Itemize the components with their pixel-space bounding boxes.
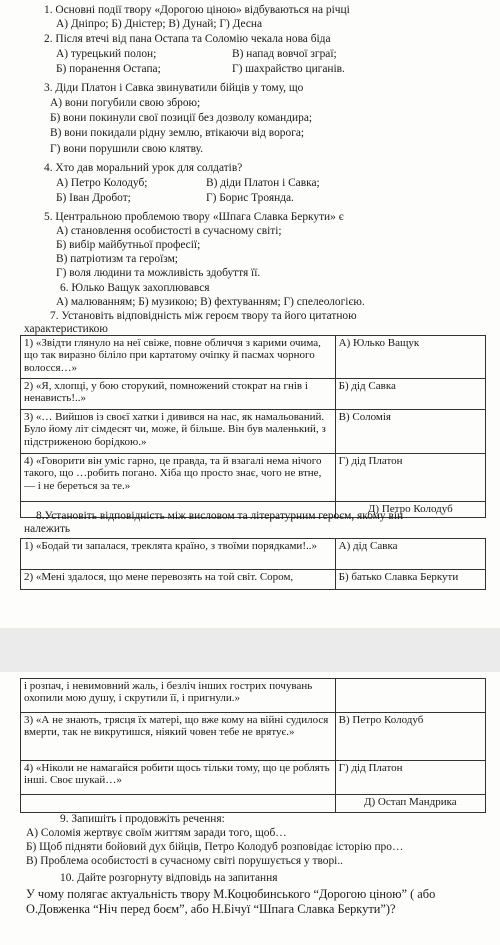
answer-cell: А) Юлько Ващук [335, 336, 485, 379]
answer-cell: Б) батько Славка Беркути [335, 570, 485, 590]
question-2: 2. Після втечі від пана Остапа та Соломію чекала нова біда [44, 33, 331, 45]
table-row [21, 454, 486, 502]
item: Б) Щоб підняти бойовий дух бійців, Петро Колодуб розповідає історію про… [26, 841, 404, 853]
answer-cell: Г) дід Платон [335, 761, 485, 795]
match-table-7 [20, 335, 486, 518]
question-10-text: У чому полягає актуальність твору М.Коцюбинського “Дорогою ціною” ( або [26, 887, 436, 901]
option: А) турецький полон; [56, 48, 157, 60]
question-8-cont: належить [24, 523, 71, 535]
item: А) Соломія жертвує своїм життям заради того, щоб… [26, 827, 287, 839]
quote-cell: 4) «Ніколи не намагайся робити щось тільки тому, що це роблять інші. Своє шукай…» [21, 761, 336, 795]
question-1-options: А) Дніпро; Б) Дністер; В) Дунай; Г) Десна [56, 18, 263, 30]
quote-cell: 3) «А не знають, трясця їх матері, що вже кому на війні судилося вмерти, так не викрутишся, ніякий човен тебе не врятує.» [21, 713, 336, 761]
question-9: 9. Запишіть і продовжіть речення: [60, 813, 225, 825]
match-table-8-continued [20, 678, 486, 813]
answer-cell [335, 679, 485, 713]
option: Г) воля людини та можливість здобуття її. [56, 267, 261, 279]
answer-cell: В) Соломія [335, 410, 485, 454]
question-3: 3. Діди Платон і Савка звинуватили бійців у тому, що [44, 82, 304, 94]
question-6-options: А) малюванням; Б) музикою; В) фехтуванням; Г) спелеологією. [56, 296, 365, 308]
question-1: 1. Основні події твору «Дорогою ціною» відбуваються на річці [44, 4, 350, 16]
question-5: 5. Центральною проблемою твору «Шпага Славка Беркути» є [44, 211, 344, 223]
answer-cell: Б) дід Савка [335, 379, 485, 410]
option: Б) поранення Остапа; [56, 63, 161, 75]
question-10-text-cont: О.Довженка “Ніч перед боєм”, або Н.Бічуї “Шпага Славка Беркути”)? [26, 902, 396, 916]
option: В) патріотизм та героїзм; [56, 253, 178, 265]
quote-cell: і розпач, і невимовний жаль, і безліч інших гострих почувань охопили мою душу, і скрутили її, і пригнули.» [21, 679, 336, 713]
option: А) становлення особистості в сучасному світі; [56, 225, 282, 237]
option: Б) вибір майбутньої професії; [56, 239, 201, 251]
question-6: 6. Юлько Ващук захоплювався [60, 282, 210, 294]
match-table-8 [20, 538, 486, 590]
option: Б) вони покинули свої позиції без дозволу командира; [50, 112, 313, 124]
answer-cell: Д) Остап Мандрика [335, 795, 485, 813]
question-4: 4. Хто дав моральний урок для солдатів? [44, 162, 243, 174]
option: Г) вони порушили свою клятву. [50, 143, 204, 155]
option: В) вони покидали рідну землю, втікаючи від ворога; [50, 127, 305, 139]
quote-cell: 4) «Говорити він уміс гарно, це правда, та й взагалі нема нічого такого, що …робить погано. Хіба що просто знає, чого не втне, — і не береться за те.» [21, 454, 336, 502]
table-row [21, 713, 486, 761]
answer-cell: А) дід Савка [335, 539, 485, 570]
answer-cell: В) Петро Колодуб [335, 713, 485, 761]
quote-cell [21, 795, 336, 813]
page-separator [0, 628, 500, 672]
table-row [21, 410, 486, 454]
answer-cell: Г) дід Платон [335, 454, 485, 502]
quote-cell: 3) «… Вийшов із своєї хатки і дивився на нас, як намальований. Було йому літ сімдесят чи, може, й більше. Він був маленький, з підстриженою борідкою.» [21, 410, 336, 454]
question-8: 8.Установіть відповідність між висловом та літературним героєм, якому він [36, 510, 404, 522]
question-10: 10. Дайте розгорнуту відповідь на запитання [60, 872, 278, 884]
option: А) Петро Колодуб; [56, 177, 148, 189]
answer-cell: Д) Петро Колодуб [335, 502, 485, 518]
quote-cell: 2) «Мені здалося, що мене перевозять на той світ. Сором, [21, 570, 336, 590]
quote-cell: 1) «Звідти глянуло на неї свіже, повне обличчя з карими очима, що так виразно біліло при картатому очіпку й пасмах чорного волосся…» [21, 336, 336, 379]
table-row [21, 761, 486, 795]
item: В) Проблема особистості в сучасному світі порушується у творі.. [26, 855, 344, 867]
option: В) напад вовчої зграї; [232, 48, 337, 60]
table-row [21, 336, 486, 379]
quote-cell: 1) «Бодай ти запалася, треклята країно, з твоїми порядками!..» [21, 539, 336, 570]
option: В) діди Платон і Савка; [206, 177, 320, 189]
table-row [21, 570, 486, 590]
table-row [21, 679, 486, 713]
option: А) вони погубили свою зброю; [50, 97, 201, 109]
table-row [21, 379, 486, 410]
table-row [21, 539, 486, 570]
option: Б) Іван Дробот; [56, 192, 131, 204]
page-bottom [0, 672, 500, 945]
question-7: 7. Установіть відповідність між героєм твору та його цитатною [50, 310, 357, 322]
table-row [21, 795, 486, 813]
quote-cell: 2) «Я, хлопці, у бою сторукий, помножений стократ на гнів і ненависть!..» [21, 379, 336, 410]
question-7-cont: характеристикою [24, 323, 108, 335]
option: Г) Борис Троянда. [206, 192, 294, 204]
option: Г) шахрайство циганів. [232, 63, 345, 75]
